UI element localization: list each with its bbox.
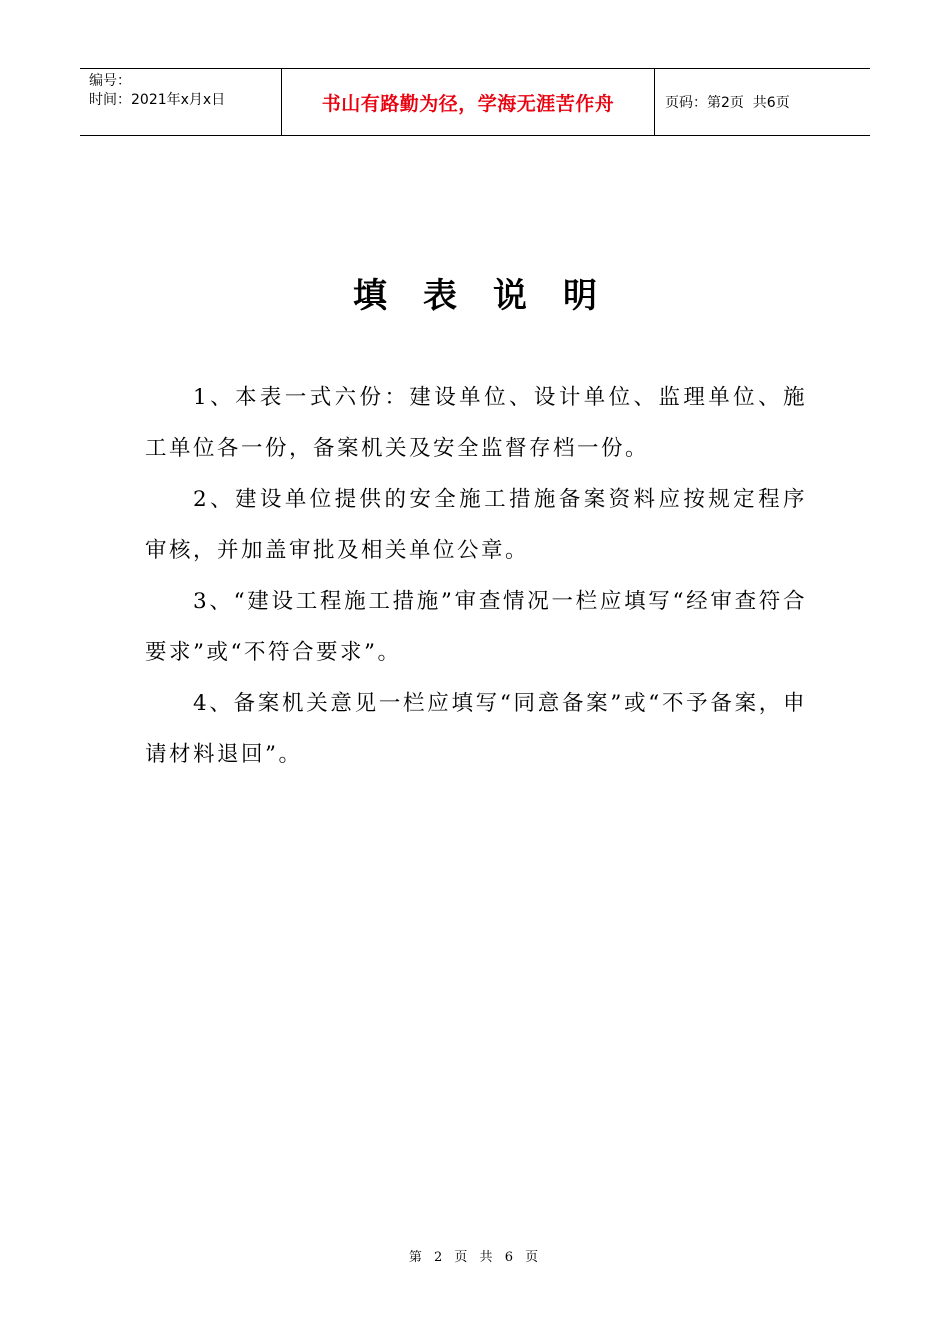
header-page-info (655, 69, 870, 135)
header-meta (80, 69, 282, 135)
page-footer: 第 2 页 共 6 页 (408, 1250, 542, 1265)
header-motto: 书山有路勤为径，学海无涯苦作舟 (282, 69, 655, 135)
document-number-label: 编号： (89, 73, 131, 89)
instruction-paragraph-2: 2、建设单位提供的安全施工措施备案资料应按规定程序审核，并加盖审批及相关单位公章。 (145, 487, 807, 563)
instruction-paragraph-1: 1、本表一式六份：建设单位、设计单位、监理单位、施工单位各一份，备案机关及安全监督存档一份。 (145, 385, 807, 461)
header-page-info-text: 页码：第2页 共6页 (665, 95, 790, 111)
instructions-body (145, 372, 807, 780)
page-header (80, 68, 870, 136)
document-time-label: 时间：2021年x月x日 (89, 92, 226, 108)
document-title: 填表说明 (353, 276, 633, 316)
instruction-paragraph-4: 4、备案机关意见一栏应填写“同意备案”或“不予备案，申请材料退回”。 (145, 691, 807, 767)
instruction-paragraph-3: 3、“建设工程施工措施”审查情况一栏应填写“经审查符合要求”或“不符合要求”。 (145, 589, 807, 665)
